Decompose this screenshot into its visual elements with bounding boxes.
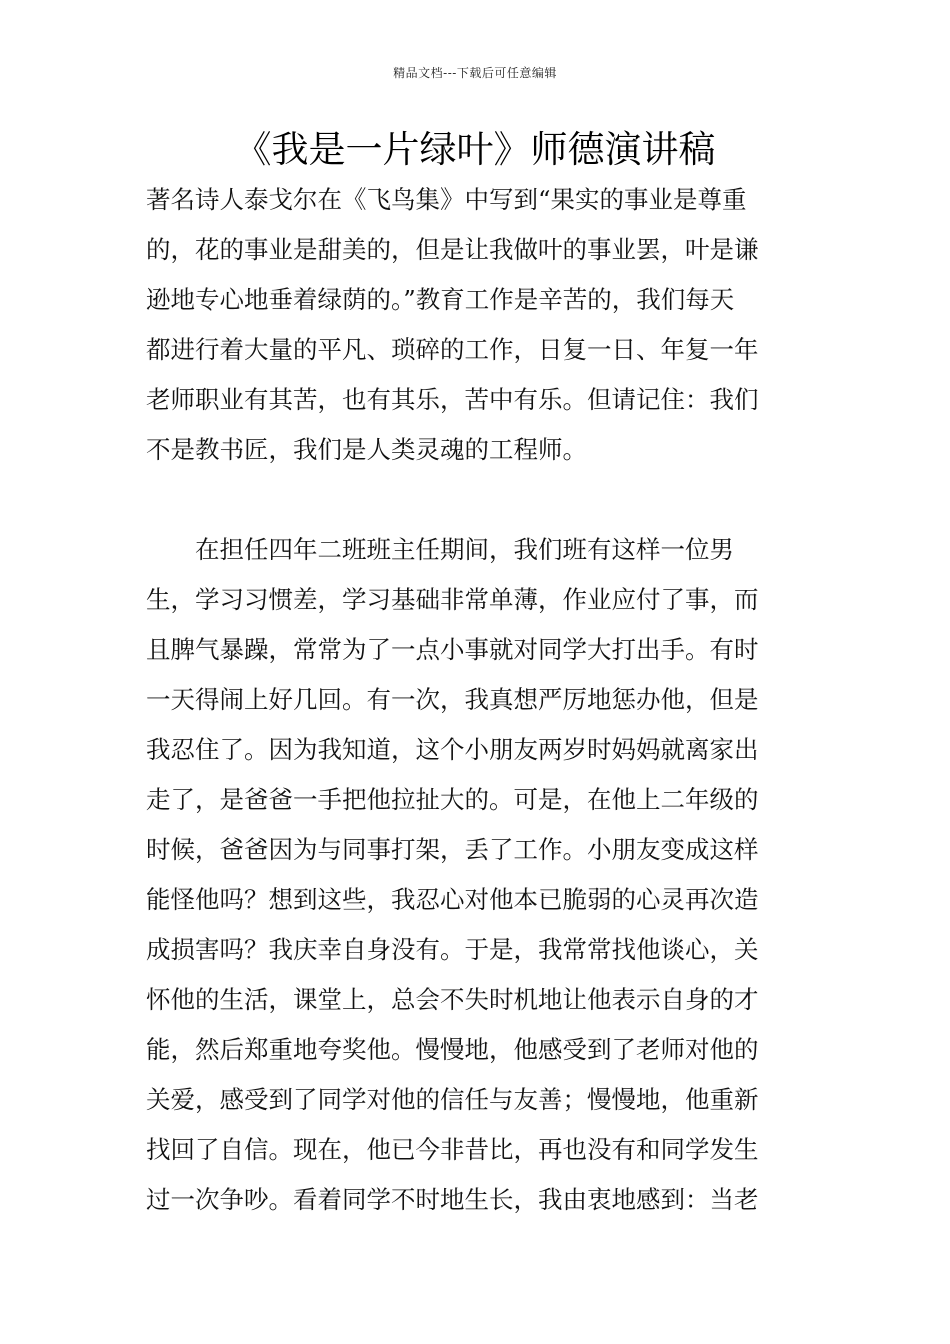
paragraph-line: 成损害吗？我庆幸自身没有。于是，我常常找他谈心，关 — [146, 935, 759, 964]
paragraph-line: 老师职业有其苦，也有其乐，苦中有乐。但请记住：我们 — [146, 385, 759, 414]
paragraph-line: 不是教书匠，我们是人类灵魂的工程师。 — [146, 435, 587, 464]
paragraph-line: 找回了自信。现在，他已今非昔比，再也没有和同学发生 — [146, 1135, 759, 1164]
paragraph-line: 著名诗人泰戈尔在《飞鸟集》中写到“果实的事业是尊重 — [146, 185, 747, 214]
paragraph-line: 生，学习习惯差，学习基础非常单薄，作业应付了事，而 — [146, 585, 759, 614]
paragraph-line: 能怪他吗？想到这些，我忍心对他本已脆弱的心灵再次造 — [146, 885, 759, 914]
paragraph-line: 的，花的事业是甜美的，但是让我做叶的事业罢，叶是谦 — [146, 235, 759, 264]
paragraph-line: 能，然后郑重地夸奖他。慢慢地，他感受到了老师对他的 — [146, 1035, 759, 1064]
paragraph-line: 我忍住了。因为我知道，这个小朋友两岁时妈妈就离家出 — [146, 735, 759, 764]
paragraph-line: 怀他的生活，课堂上，总会不失时机地让他表示自身的才 — [146, 985, 759, 1014]
paragraph-line: 都进行着大量的平凡、琐碎的工作，日复一日、年复一年 — [146, 335, 759, 364]
paragraph-line: 逊地专心地垂着绿荫的。”教育工作是辛苦的，我们每天 — [146, 285, 735, 314]
paragraph-line: 过一次争吵。看着同学不时地生长，我由衷地感到：当老 — [146, 1185, 759, 1214]
document-title: 《我是一片绿叶》师德演讲稿 — [234, 128, 716, 171]
paragraph-line: 一天得闹上好几回。有一次，我真想严厉地惩办他，但是 — [146, 685, 759, 714]
paragraph-line: 时候，爸爸因为与同事打架，丢了工作。小朋友变成这样 — [146, 835, 759, 864]
paragraph-line: 且脾气暴躁，常常为了一点小事就对同学大打出手。有时 — [146, 635, 759, 664]
paragraph-line: 关爱，感受到了同学对他的信任与友善；慢慢地，他重新 — [146, 1085, 759, 1114]
paragraph-line: 在担任四年二班班主任期间，我们班有这样一位男 — [146, 535, 734, 564]
paragraph-line: 走了，是爸爸一手把他拉扯大的。可是，在他上二年级的 — [146, 785, 759, 814]
header-note: 精品文档---下载后可任意编辑 — [393, 66, 557, 80]
